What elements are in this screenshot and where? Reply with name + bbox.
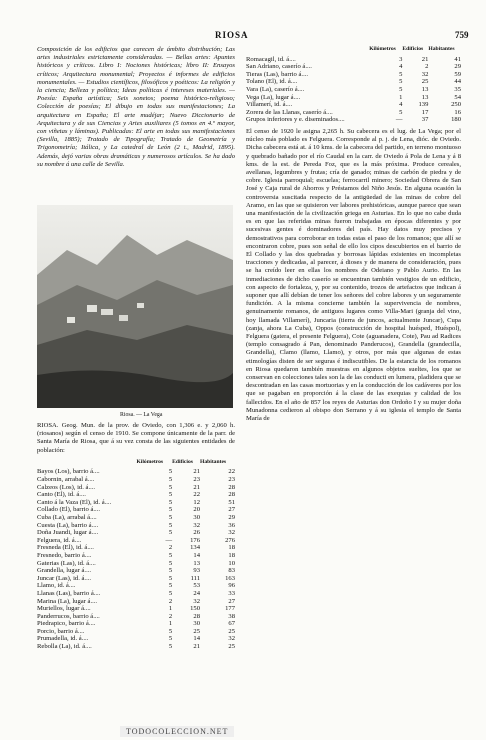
buildings-cell: 12: [193, 498, 200, 506]
table-row: [246, 71, 461, 79]
inhabitants-cell: 41: [454, 55, 461, 63]
buildings-cell: 25: [421, 78, 429, 86]
table-row: [246, 63, 461, 71]
entity-name-cell: Romacagil, id. á....: [246, 55, 296, 63]
inhabitants-cell: 250: [451, 101, 461, 109]
buildings-cell: 139: [418, 101, 429, 109]
buildings-cell: 21: [193, 468, 200, 476]
entity-name-cell: San Adriano, caserío á....: [246, 63, 312, 71]
km-cell: 5: [399, 108, 403, 116]
buildings-cell: 32: [193, 597, 200, 605]
km-cell: 5: [168, 574, 173, 582]
table-row: [37, 567, 235, 575]
right-column: [246, 46, 461, 423]
inhabitants-cell: 59: [454, 70, 461, 78]
km-cell: 5: [168, 483, 173, 491]
page-header: [0, 30, 486, 42]
inhabitants-cell: 276: [225, 536, 235, 544]
inhabitants-cell: 28: [228, 491, 235, 499]
table-row: [246, 101, 461, 109]
inhabitants-cell: 83: [228, 567, 235, 575]
header-entity: [246, 46, 369, 56]
table-row: [37, 560, 235, 568]
entity-name-cell: Calzeos (Los), id. á....: [37, 483, 96, 491]
km-cell: 5: [168, 468, 173, 476]
buildings-cell: 21: [421, 55, 429, 63]
buildings-cell: 37: [421, 116, 429, 124]
inhabitants-cell: 32: [228, 635, 235, 643]
km-cell: 1: [399, 93, 403, 101]
entity-name-cell: Vega (La), lugar á....: [246, 93, 301, 101]
buildings-cell: 25: [193, 627, 200, 635]
table-row: [246, 116, 461, 124]
entity-name-cell: Bayos (Los), barrio á....: [37, 468, 100, 476]
buildings-cell: 13: [421, 85, 429, 93]
km-cell: —: [165, 536, 173, 544]
table-row: [37, 635, 235, 643]
km-cell: 5: [168, 559, 173, 567]
table-row: [37, 537, 235, 545]
paragraph: Composición de los edificios que carecen de ámbito distribución; Las artes industriales estrictamente consideradas. — Bellas artes: Apuntes históricos y críticos. Libro I: Nociones históricas; libro II: Ensayos críticos; Arquitectura monumental; Proyectos é informes de edificios monumentales. — Estudios científicos, filosóficos y poéticos: La religión y la ciencia; Belleza y política; Ideas políticas é intereses materiales. — Poesía: España artística; Seis sonetos; poema histórico-religioso; Colección de poesías; El dibujo en todas sus manifestaciones; La arquitectura en España; El arte mudéjar; Nuevo Diccionario de Arquitectura y de sus Ciencias y Artes auxiliares (5 tomos en 4.º mayor, con viñetas y láminas). Publicadas: El arte en todas sus manifestaciones (Sevilla, 1885); Tratado de Tipografía; Tratado de Geometría y Trigonometría; Itálica, y La catedral de León (2 t., Madrid, 1895). Además, dejó varias obras dramáticas y numerosos artículos. Se ha dado su nombre á una calle de Sevilla.: [37, 46, 235, 168]
table-row: [37, 484, 235, 492]
entity-name-cell: Canto á la Vaza (El), id. á....: [37, 498, 112, 506]
entity-name-cell: Panderrucos, barrio á....: [37, 612, 100, 620]
inhabitants-cell: 35: [454, 85, 461, 93]
buildings-cell: 2: [425, 63, 429, 71]
buildings-cell: 30: [193, 513, 200, 521]
buildings-cell: 176: [190, 536, 200, 544]
table-row: [37, 514, 235, 522]
km-cell: 5: [168, 498, 173, 506]
entity-name-cell: Llanas (Las), barrio á....: [37, 589, 101, 597]
km-cell: —: [395, 116, 403, 124]
entity-name-cell: Cuesta (La), barrio á....: [37, 521, 99, 529]
inhabitants-cell: 28: [228, 483, 235, 491]
buildings-cell: 21: [193, 483, 200, 491]
km-cell: 5: [168, 635, 173, 643]
table-row: [37, 491, 235, 499]
buildings-cell: 21: [193, 643, 200, 651]
entity-name-cell: Prumadella, id. á....: [37, 635, 89, 643]
header-inhabitants: Habitantes: [428, 46, 455, 52]
buildings-cell: 93: [193, 567, 200, 575]
entity-name-cell: Tolano (El), id. á....: [246, 78, 298, 86]
inhabitants-cell: 27: [228, 506, 235, 514]
inhabitants-cell: 23: [228, 476, 235, 483]
table-row: [37, 575, 235, 583]
km-cell: 5: [168, 491, 173, 499]
entity-name-cell: Fresnedo, barrio á....: [37, 551, 92, 559]
table-row: [37, 506, 235, 514]
buildings-cell: 26: [193, 529, 200, 537]
inhabitants-cell: 54: [454, 93, 461, 101]
entity-name-cell: Cabornin, arrabal á....: [37, 476, 95, 483]
table-row: [37, 522, 235, 530]
inhabitants-cell: 177: [225, 605, 235, 613]
inhabitants-cell: 180: [451, 116, 461, 124]
inhabitants-cell: 25: [228, 643, 235, 651]
header-inhabitants: Habitantes: [200, 458, 227, 465]
table-row: [246, 94, 461, 102]
buildings-cell: 13: [193, 559, 200, 567]
km-cell: 3: [399, 55, 403, 63]
inhabitants-cell: 16: [454, 108, 461, 116]
inhabitants-cell: 38: [228, 612, 235, 620]
km-cell: 5: [168, 521, 173, 529]
buildings-cell: 134: [190, 544, 200, 552]
table-row: [37, 643, 235, 651]
buildings-cell: 32: [193, 521, 200, 529]
buildings-cell: 23: [193, 476, 200, 483]
inhabitants-cell: 36: [228, 521, 235, 529]
entity-name-cell: Tieras (Las), barrio á....: [246, 70, 309, 78]
km-cell: 5: [168, 529, 173, 537]
km-cell: 1: [168, 620, 173, 628]
entity-name-cell: Porcio, barrio á....: [37, 627, 85, 635]
table-row: [37, 499, 235, 507]
inhabitants-cell: 44: [454, 78, 461, 86]
inhabitants-cell: 29: [454, 63, 461, 71]
entity-name-cell: Rebolla (La), id. á....: [37, 643, 92, 651]
table-row: [246, 86, 461, 94]
inhabitants-cell: 25: [228, 627, 235, 635]
buildings-cell: 111: [190, 574, 200, 582]
inhabitants-cell: 18: [228, 544, 235, 552]
km-cell: 5: [168, 643, 173, 651]
km-cell: 5: [168, 627, 173, 635]
inhabitants-cell: 29: [228, 513, 235, 521]
buildings-cell: 32: [421, 70, 429, 78]
inhabitants-cell: 67: [228, 620, 235, 628]
entity-name-cell: Grupos inferiores y e. diseminados....: [246, 116, 345, 124]
buildings-cell: 14: [193, 635, 200, 643]
buildings-cell: 13: [421, 93, 429, 101]
entity-name-cell: Muriellos, lugar á....: [37, 605, 91, 613]
km-cell: 2: [168, 612, 173, 620]
left-column-top-text: [37, 46, 235, 169]
km-cell: 5: [399, 78, 403, 86]
km-cell: 5: [168, 506, 173, 514]
table-row: [246, 78, 461, 86]
inhabitants-cell: 22: [228, 468, 235, 476]
inhabitants-cell: 51: [228, 498, 235, 506]
buildings-cell: 30: [193, 620, 200, 628]
km-cell: 4: [399, 101, 403, 109]
table-header-row: [246, 46, 461, 56]
km-cell: 5: [168, 513, 173, 521]
buildings-cell: 22: [193, 491, 200, 499]
table-row: [37, 529, 235, 537]
km-cell: 5: [168, 582, 173, 590]
buildings-cell: 17: [421, 108, 429, 116]
photo-la-vega: [37, 205, 233, 408]
table-row: [37, 468, 235, 476]
buildings-cell: 24: [193, 589, 200, 597]
header-buildings: Edificios: [172, 458, 193, 465]
header-km: Kilómetros: [136, 458, 164, 465]
km-cell: 5: [168, 476, 173, 483]
landscape-photo: [37, 205, 233, 408]
entity-name-cell: Fresneda (El), id. á....: [37, 544, 94, 552]
km-cell: 5: [168, 589, 173, 597]
table-row: [37, 582, 235, 590]
running-title: RIOSA: [215, 30, 249, 40]
table-row: [37, 590, 235, 598]
entity-name-cell: Gaterias (Las), id. á....: [37, 559, 96, 567]
population-table-left: [37, 459, 235, 651]
entity-name-cell: Cuba (La), arrabal á....: [37, 513, 97, 521]
entity-name-cell: Canto (El), id. á....: [37, 491, 86, 499]
photo-caption: Riosa. — La Vega: [120, 412, 163, 418]
table-row: [37, 598, 235, 606]
table-row: [37, 605, 235, 613]
table-row: [246, 56, 461, 64]
entity-name-cell: Collado (El), barrio á....: [37, 506, 100, 514]
buildings-cell: 14: [193, 551, 200, 559]
entity-name-cell: Felguera, id. á....: [37, 536, 82, 544]
entity-name-cell: Piedrapico, barrio á....: [37, 620, 96, 628]
inhabitants-cell: 96: [228, 582, 235, 590]
entity-name-cell: Doña Juandi, lugar á....: [37, 529, 99, 537]
entity-name-cell: Villamerí, id. á....: [246, 101, 293, 109]
table-row: [37, 476, 235, 484]
km-cell: 2: [168, 597, 173, 605]
table-row: [37, 544, 235, 552]
buildings-cell: 20: [193, 506, 200, 514]
inhabitants-cell: 18: [228, 551, 235, 559]
left-column-bottom: [37, 422, 235, 651]
inhabitants-cell: 33: [228, 589, 235, 597]
km-cell: 5: [168, 567, 173, 575]
km-cell: 5: [399, 85, 403, 93]
riosa-entry-intro: RIOSA. Geog. Mun. de la prov. de Oviedo, con 1,306 e. y 2,060 h. (riosanos) según el censo de 1910. Se compone únicamente de la parr. de Santa María de Riosa, que á su vez consta de las siguientes entidades de población:: [37, 422, 235, 454]
table-header-row: [37, 459, 235, 469]
entity-name-cell: Juncar (Las), id. á....: [37, 574, 92, 582]
entity-name-cell: Marina (La), lugar á....: [37, 597, 98, 605]
header-km: Kilómetros: [369, 46, 396, 52]
km-cell: 2: [168, 544, 173, 552]
km-cell: 1: [168, 605, 173, 613]
page-number: 759: [455, 30, 469, 40]
buildings-cell: 53: [193, 582, 200, 590]
table-row: [246, 109, 461, 117]
buildings-cell: 28: [193, 612, 200, 620]
header-buildings: Edificios: [402, 46, 424, 52]
inhabitants-cell: 27: [228, 597, 235, 605]
km-cell: 4: [399, 63, 403, 71]
entity-name-cell: Llamo, id. á....: [37, 582, 76, 590]
table-row: [37, 620, 235, 628]
header-entity: [37, 459, 136, 469]
inhabitants-cell: 32: [228, 529, 235, 537]
table-row: [37, 628, 235, 636]
km-cell: 5: [168, 551, 173, 559]
km-cell: 5: [399, 70, 403, 78]
entity-name-cell: Grandella, lugar á....: [37, 567, 92, 575]
population-table-right: [246, 46, 461, 124]
right-column-text: El censo de 1920 le asigna 2,265 h. Su cabecera es el lug. de La Vega; por el núcleo más poblado es Felguera. Corresponde al p. j. de Lena, dióc. de Oviedo. Dicha cabecera está at. á 10 kms. de la cabecera del partido, en terreno montuoso y quebrado bañado por el río Caudal en la carr. de Oviedo á Pola de Lena y á 8 kms. de la est. de Pereda Foz, que es la más próxima. Produce cereales, avellanas, legumbres y frutas; cría de ganado; minas de carbón de piedra y de cobre. Iglesia parroquial; escuelas; ferrocarril minero; Sociedad Obrera de San José y Caja rural de Ahorros y Préstamos del Niño Jesús. En alguna ocasión la controversia suscitada respecto de la antigüedad de las minas de cobre del Aramo, en las que se quisieron ver labores prehistóricas, aunque parece que sean una manifestación de la civilización griega en Asturias. En lo que no cabe duda es en que las referidas minas fueron trabajadas en épocas diferentes y por sucesivas gentes é dominadores del país. Hay datos muy precisos y demostrativos para corroborar en todas estas el paso de los romanos; que allí se encontraron cobre, pues son señal de ello los cipos descubiertos en el barrio de El Collado y las dos quebradas y borrosas lápidas existentes en incompletas tracciones y dedicadas, al parecer, á dioses y de manera de consideración, pues se ha creído leer en ellas los nombres de Odeiano y Pablo Aurio. En las inmediaciones de dicho caserío se encuentran también vestigios de un edificio, con aspecto de fortaleza, y, por su contenido, trozos de artefactos que indican á suponer que allí debían de tener los señores del cobre labores y un seguramente fundición. A la misma concierne también la supervivencia de nombres, genuinamente romanos, de antiguos lugares como Villa-Mari (granja del vino, hoy llamada Villamerí), Juncaria (tierra de juncos, actualmente Juncar), Cupa (zanja, ahora La Cuba), Oppos (construcción de hospital huésped, Huéspol), Felguera (gatera, el presente Felguera), Cote (aguanadera, Cote), Pau ad Radices (templo consagrado á Pan, denominado Panderucos), Grandella (grandecilla, Grandella), Clamo (llamo, Llamo), y otros, por más que algunas de estas etimologías disten de ser seguras é indiscutibles. De la estancia de los romanos en Riosa quedaron también muestras en algunos objetos sueltes, los que se conservan en colecciones tales son la de las conducti en lumera, pladidera que se descontradan en las casas mortuorias y en la conducción de los cadáveres por los que se pagaban en proporción á la clase de las exequias y calidad de los fallecidos. En el año de 857 los reyes de Asturias don Ordoño I y su mujer doña Munadonna cedieron al obispo don Serrano y á su iglesia el templo de Santa María de: [246, 127, 461, 423]
entity-name-cell: Vara (La), caserío á....: [246, 85, 305, 93]
buildings-cell: 150: [190, 605, 200, 613]
table-row: [37, 613, 235, 621]
entity-name-cell: Zorera de las Llanas, caserío á....: [246, 108, 333, 116]
inhabitants-cell: 163: [225, 574, 235, 582]
table-row: [37, 552, 235, 560]
inhabitants-cell: 10: [228, 559, 235, 567]
watermark-footer: TODOCOLECCION.NET: [120, 726, 234, 737]
